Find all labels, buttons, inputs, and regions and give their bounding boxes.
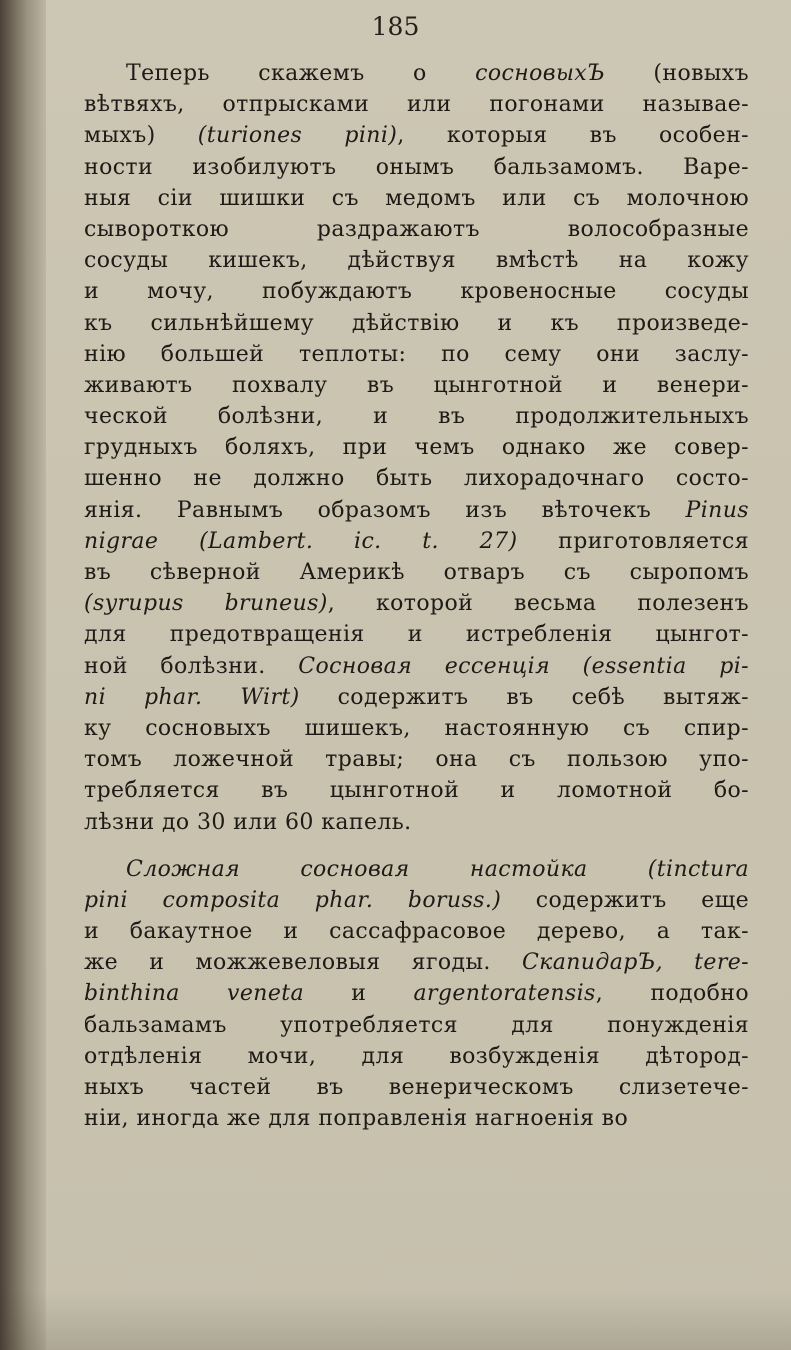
text-segment: ности изобилуютъ онымъ бальзамомъ. Варе- — [84, 154, 749, 180]
italic-text-segment: СкапидарЪ, tere- — [521, 950, 749, 976]
text-line — [84, 1041, 749, 1072]
text-line — [84, 339, 749, 370]
text-segment: же и можжевеловыя ягоды. — [84, 950, 522, 976]
text-segment: требляется въ цынготной и ломотной бо- — [84, 778, 749, 804]
text-line — [84, 120, 749, 151]
text-line — [84, 1072, 749, 1103]
text-segment: ной болѣзни. — [84, 653, 299, 679]
text-line — [84, 401, 749, 432]
text-line — [84, 1010, 749, 1041]
text-segment: грудныхъ боляхъ, при чемъ однако же совер- — [84, 435, 749, 461]
text-line — [84, 308, 749, 339]
text-line — [84, 682, 749, 713]
text-line — [84, 775, 749, 806]
page-bottom-shade — [0, 1290, 791, 1350]
text-line — [84, 432, 749, 463]
italic-text-segment: Pinus — [685, 497, 749, 523]
text-segment: янія. Равнымъ образомъ изъ вѣточекъ — [84, 497, 686, 523]
text-line — [84, 744, 749, 775]
text-segment: къ сильнѣйшему дѣйствію и къ произведе- — [84, 310, 749, 336]
body-text — [84, 58, 749, 1134]
text-segment: (новыхъ — [604, 61, 749, 86]
text-line — [84, 713, 749, 744]
italic-text-segment: сосновыхЪ — [475, 61, 605, 86]
text-segment: мыхъ) — [84, 123, 198, 149]
text-segment: сосуды кишекъ, дѣйствуя вмѣстѣ на кожу — [84, 248, 749, 274]
page-binding-shadow — [0, 0, 46, 1350]
text-segment: и — [304, 981, 414, 1007]
text-segment: бальзамамъ употребляется для понужденія — [84, 1012, 749, 1038]
text-line — [84, 183, 749, 214]
text-line — [84, 245, 749, 276]
text-line — [84, 885, 749, 916]
italic-text-segment: (turiones pini) — [197, 123, 398, 149]
paragraph — [84, 854, 749, 1135]
text-line — [84, 214, 749, 245]
text-line — [84, 916, 749, 947]
text-segment: для предотвращенія и истребленія цынгот- — [84, 622, 749, 648]
text-line — [84, 978, 749, 1009]
text-segment: нію большей теплоты: по сему они заслу- — [84, 341, 749, 367]
text-segment: ныя сіи шишки съ медомъ или съ молочною — [84, 185, 749, 211]
italic-text-segment: argentoratensis — [413, 981, 596, 1007]
text-line — [84, 495, 749, 526]
text-segment: вѣтвяхъ, отпрысками или погонами называе- — [84, 92, 749, 118]
text-line — [84, 651, 749, 682]
text-segment: содержитъ еще — [501, 887, 749, 913]
text-line — [84, 588, 749, 619]
text-segment: , подобно — [595, 981, 749, 1007]
text-segment: , которыя въ особен- — [397, 123, 749, 149]
italic-text-segment: nigrae (Lambert. ic. t. 27) — [84, 528, 518, 554]
text-line — [84, 557, 749, 588]
text-segment: содержитъ въ себѣ вытяж- — [299, 684, 749, 710]
text-segment: отдѣленія мочи, для возбужденія дѣтород- — [84, 1043, 749, 1069]
text-line — [84, 463, 749, 494]
text-line — [84, 1103, 749, 1134]
text-segment: , которой весьма полезенъ — [327, 591, 750, 617]
text-segment: и бакаутное и сассафрасовое дерево, а так- — [84, 919, 749, 945]
italic-text-segment: Сосновая ессенція (essentia pi- — [298, 653, 749, 679]
text-line — [84, 370, 749, 401]
text-segment: живаютъ похвалу въ цынготной и венери- — [84, 372, 749, 398]
text-segment: сывороткою раздражаютъ волособразные — [84, 216, 749, 242]
italic-text-segment: binthina veneta — [84, 981, 305, 1007]
paragraph — [84, 58, 749, 838]
text-segment: шенно не должно быть лихорадочнаго состо- — [84, 466, 749, 492]
text-segment: томъ ложечной травы; она съ пользою упо- — [84, 747, 749, 773]
text-line — [84, 152, 749, 183]
paragraph-gap — [84, 838, 749, 854]
italic-text-segment: ni phar. Wirt) — [84, 684, 300, 710]
text-segment: лѣзни до 30 или 60 капель. — [84, 809, 412, 835]
text-segment: приготовляется — [517, 528, 749, 554]
italic-text-segment: pini composita phar. boruss.) — [84, 887, 502, 913]
text-line — [84, 947, 749, 978]
text-segment: Теперь скажемъ о — [126, 61, 476, 86]
text-segment: и мочу, побуждаютъ кровеносные сосуды — [84, 279, 749, 305]
text-line — [84, 276, 749, 307]
text-segment: ку сосновыхъ шишекъ, настоянную съ спир- — [84, 715, 749, 741]
text-segment: ныхъ частей въ венерическомъ слизетече- — [84, 1075, 749, 1100]
text-line — [84, 58, 749, 89]
text-line — [84, 89, 749, 120]
italic-text-segment: Сложная сосновая настойка (tinctura — [126, 856, 749, 882]
text-segment: ніи, иногда же для поправленія нагноенія во — [84, 1106, 629, 1132]
text-line — [84, 807, 749, 838]
text-line — [84, 526, 749, 557]
page-number: 185 — [371, 12, 420, 41]
text-line — [84, 619, 749, 650]
text-segment: въ сѣверной Америкѣ отваръ съ сыропомъ — [84, 560, 749, 585]
text-line — [84, 854, 749, 885]
text-segment: ческой болѣзни, и въ продолжительныхъ — [84, 404, 749, 430]
italic-text-segment: (syrupus bruneus) — [84, 591, 328, 617]
